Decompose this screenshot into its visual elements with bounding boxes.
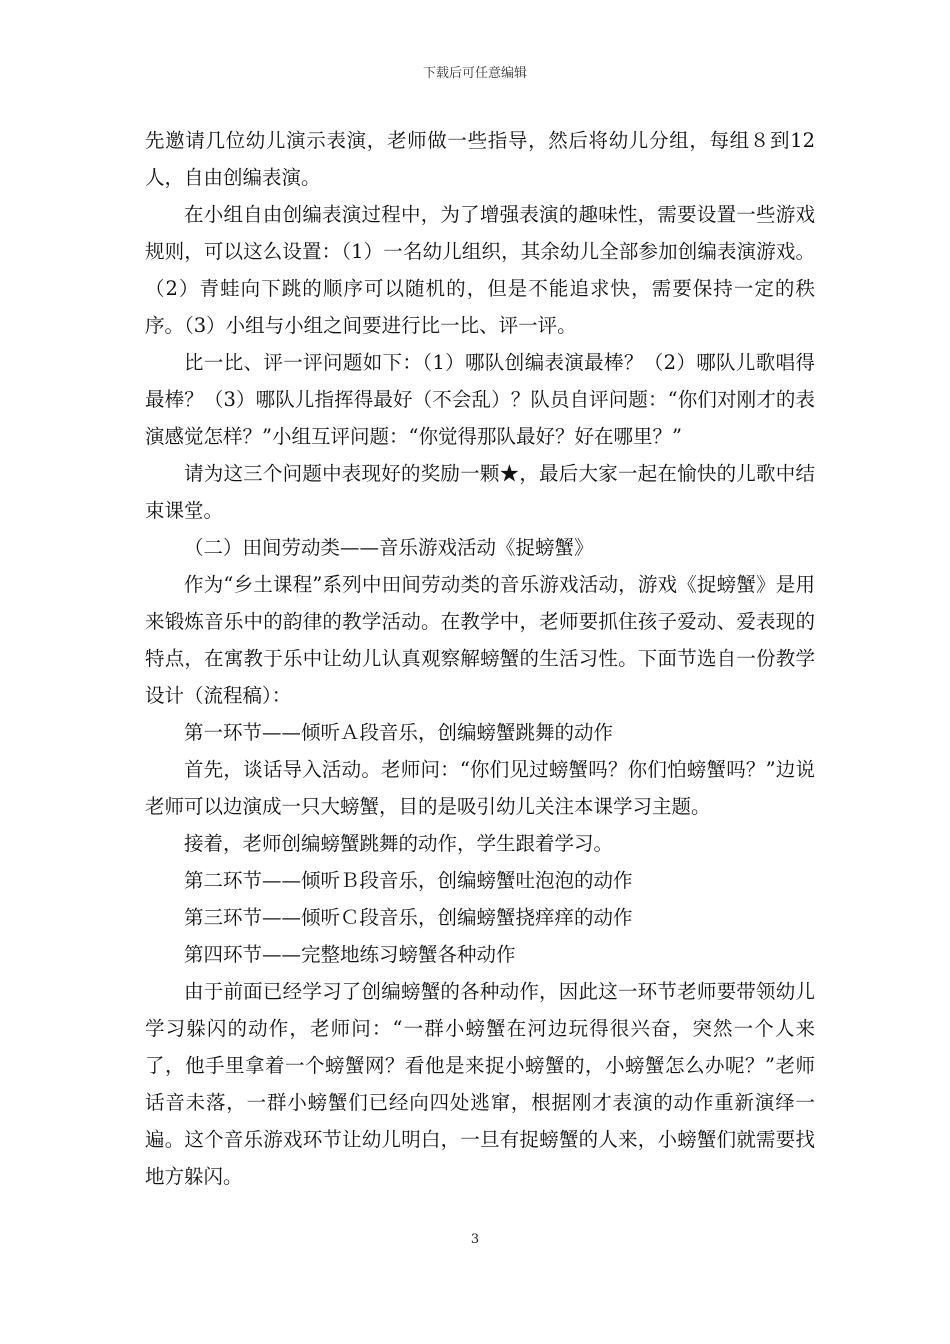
step-two-title: 第二环节——倾听Ｂ段音乐，创编螃蟹吐泡泡的动作 [184,869,633,892]
paragraph-step-one-first: 首先，谈话导入活动。老师问：“你们见过螃蟹吗？你们怕螃蟹吗？”边说老师可以边演成一只大螃蟹，目的是吸引幼儿关注本课学习主题。 [145,758,815,818]
page-header: 下载后可任意编辑 [422,66,527,81]
paragraph-game-rules: 在小组自由创编表演过程中，为了增强表演的趣味性，需要设置一些游戏规则，可以这么设置：（1）一名幼儿组织，其余幼儿全部参加创编表演游戏。（2）青蛙向下跳的顺序可以随机的，但是不能追求快，需要保持一定的秩序。（3）小组与小组之间要进行比一比、评一评。 [145,203,815,337]
section-heading: （二）田间劳动类——音乐游戏活动《捉螃蟹》 [184,536,594,559]
step-four-title: 第四环节——完整地练习螃蟹各种动作 [184,943,516,966]
paragraph-intro: 作为“乡土课程”系列中田间劳动类的音乐游戏活动，游戏《捉螃蟹》是用来锻炼音乐中的韵律的教学活动。在教学中，老师要抓住孩子爱动、爱表现的特点，在寓教于乐中让幼儿认真观察解螃蟹的生活习性。下面节选自一份教学设计（流程稿）： [145,573,815,707]
paragraph-continuation: 先邀请几位幼儿演示表演，老师做一些指导，然后将幼儿分组，每组８到12人，自由创编表演。 [145,129,815,189]
paragraph-step-one-next: 接着，老师创编螃蟹跳舞的动作，学生跟着学习。 [184,832,614,855]
document-body [145,122,815,1195]
step-one-title: 第一环节——倾听Ａ段音乐，创编螃蟹跳舞的动作 [184,721,614,744]
paragraph-evaluation-questions: 比一比、评一评问题如下：（1）哪队创编表演最棒？（2）哪队儿歌唱得最棒？（3）哪队儿指挥得最好（不会乱）？队员自评问题：“你们对刚才的表演感觉怎样？”小组互评问题：“你觉得那队最好？好在哪里？” [145,351,815,448]
paragraph-reward: 请为这三个问题中表现好的奖励一颗★，最后大家一起在愉快的儿歌中结束课堂。 [145,462,815,522]
step-three-title: 第三环节——倾听Ｃ段音乐，创编螃蟹挠痒痒的动作 [184,906,633,929]
page-number: 3 [470,1232,480,1247]
paragraph-step-four: 由于前面已经学习了创编螃蟹的各种动作，因此这一环节老师要带领幼儿学习躲闪的动作，老师问：“一群小螃蟹在河边玩得很兴奋，突然一个人来了，他手里拿着一个螃蟹网？看他是来捉小螃蟹的，小螃蟹怎么办呢？”老师话音未落，一群小螃蟹们已经向四处逃窜，根据刚才表演的动作重新演绎一遍。这个音乐游戏环节让幼儿明白，一旦有捉螃蟹的人来，小螃蟹们就需要找地方躲闪。 [145,980,815,1188]
